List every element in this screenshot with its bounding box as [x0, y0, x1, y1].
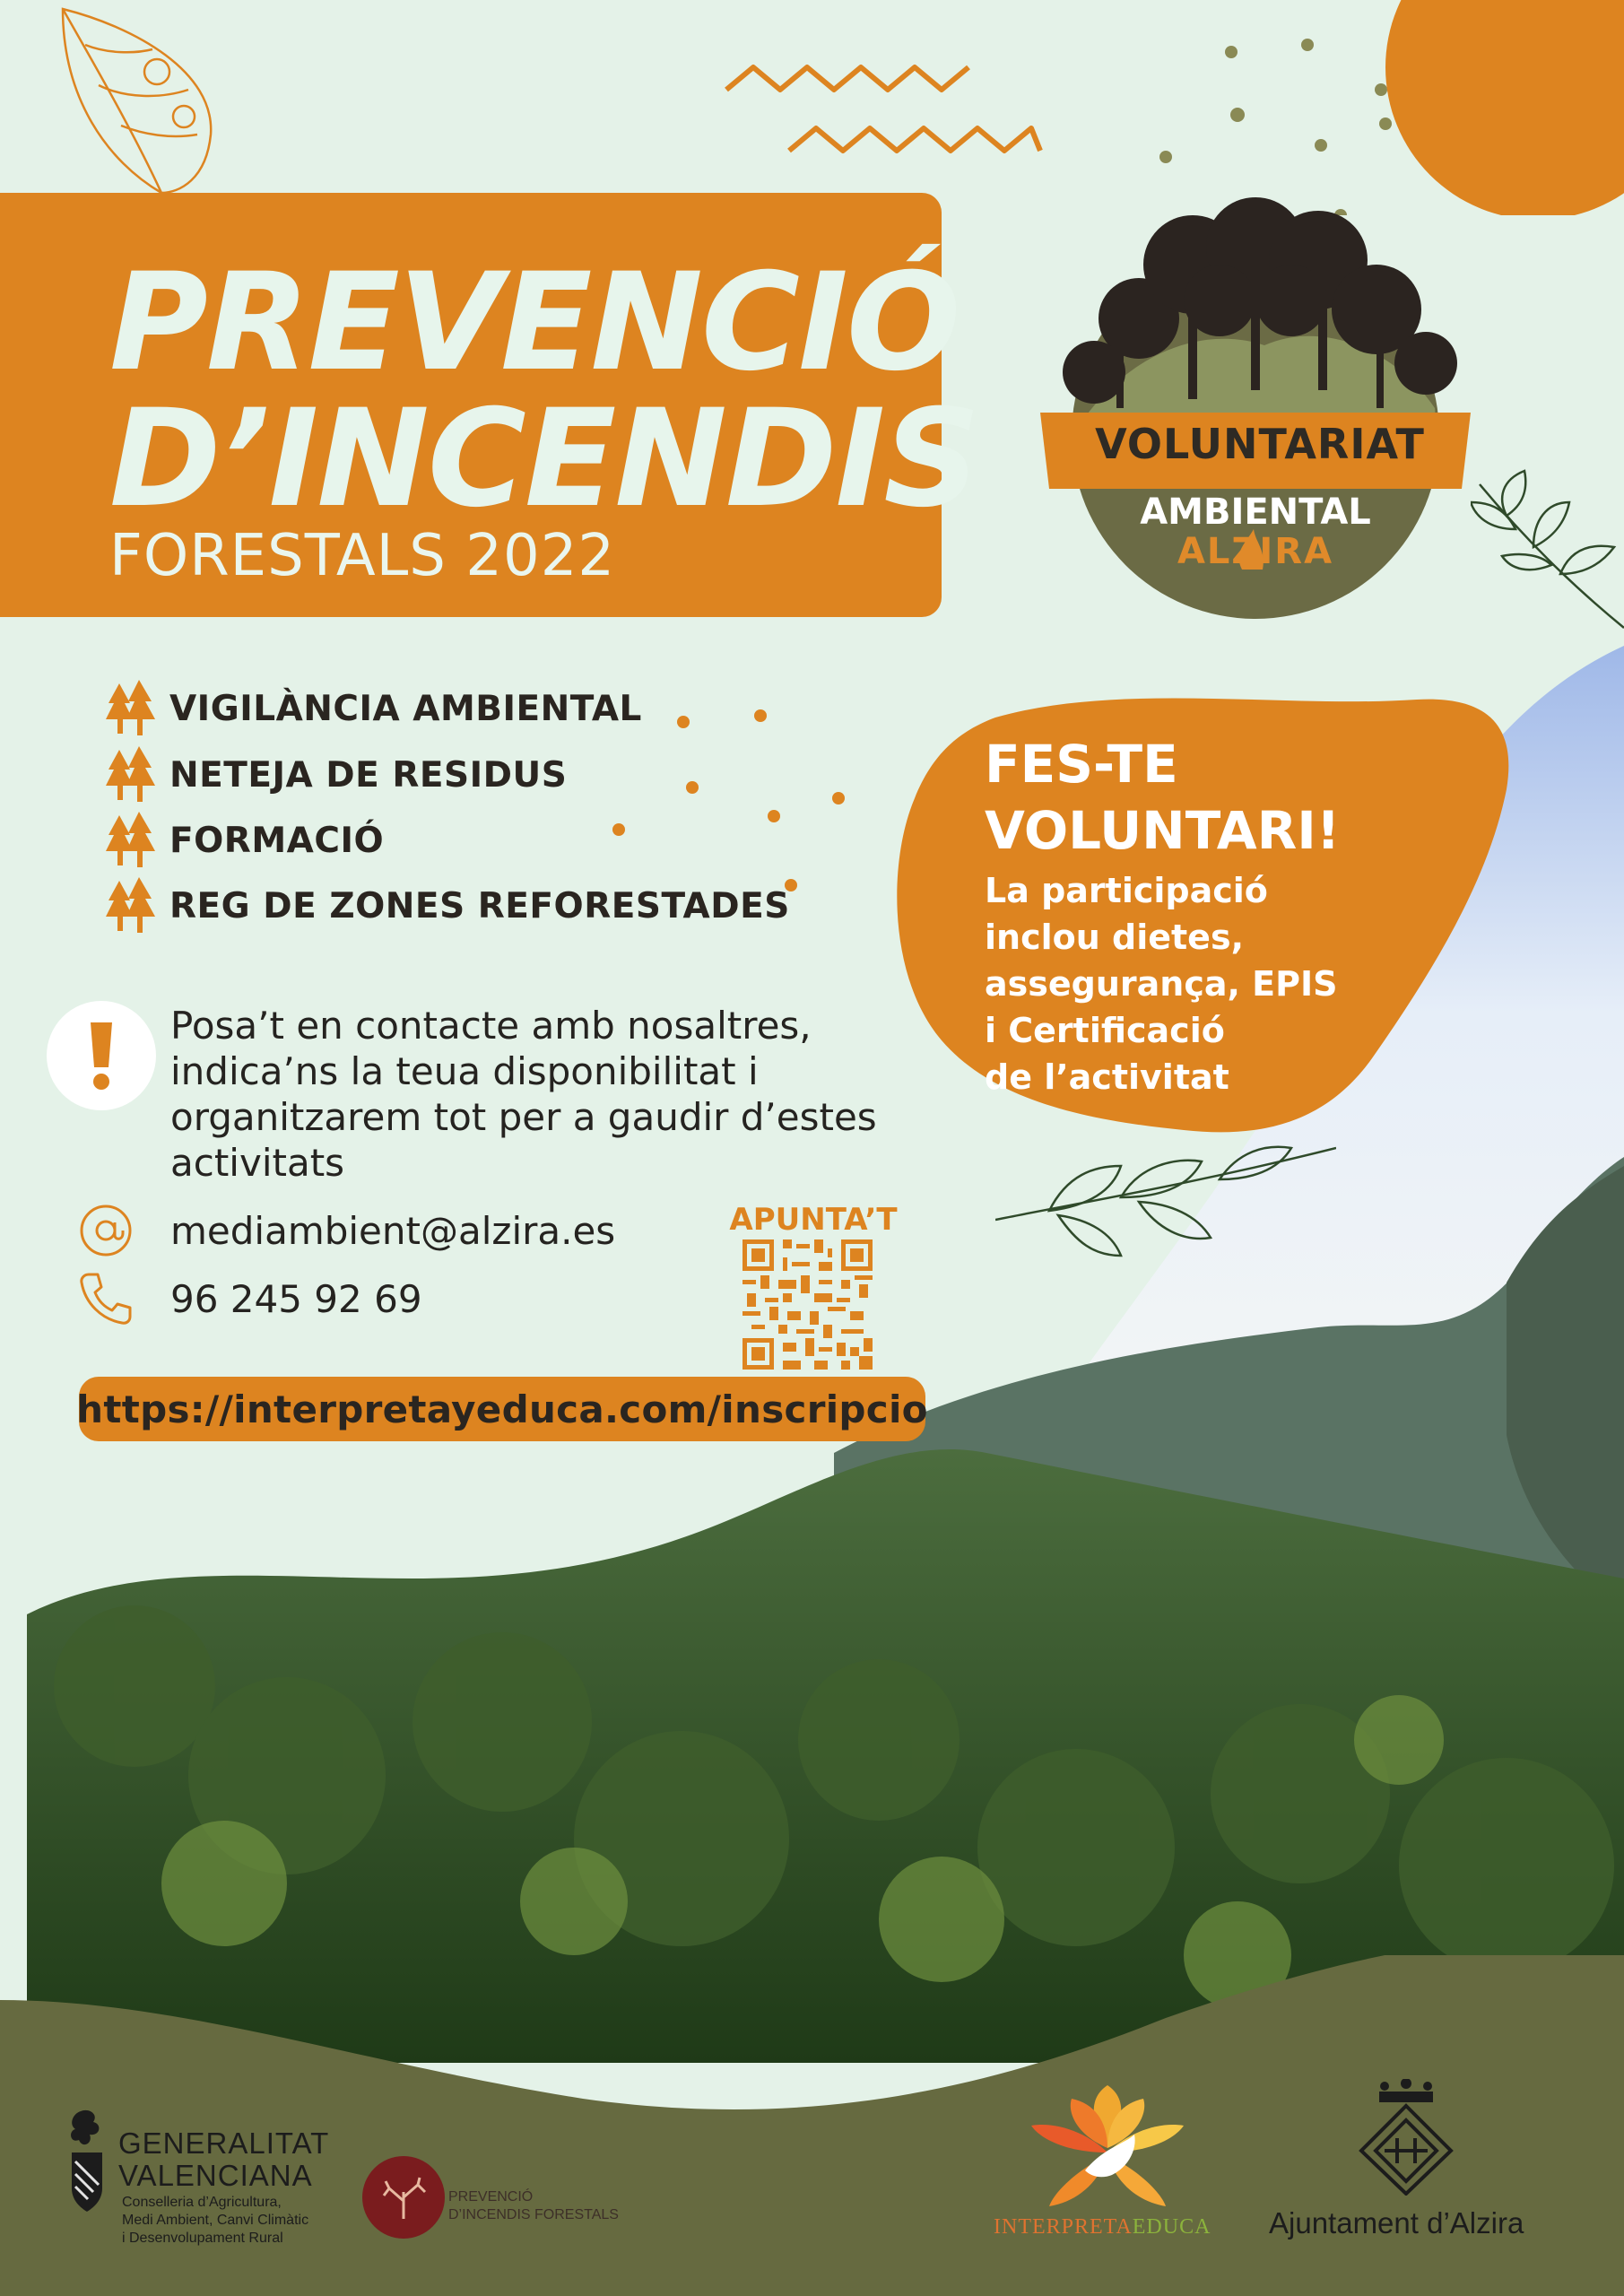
corner-circle: [1385, 0, 1624, 215]
interpreta-educa-text: [994, 2215, 1211, 2239]
contact-message-line: Posa’t en contacte amb nosaltres,: [170, 1004, 812, 1048]
generalitat-name: [118, 2127, 329, 2192]
fire-prevention-text: [448, 2188, 619, 2224]
fire-prevention-logo-icon: [362, 2156, 445, 2239]
badge-line-1: AMBIENTAL: [1140, 491, 1371, 533]
pine-trees-icon: [103, 680, 157, 737]
olive-branch-mid-icon: [995, 1139, 1336, 1283]
volunteer-heading-2: VOLUNTARI!: [985, 800, 1341, 861]
activity-item: [103, 744, 567, 806]
interpreta-word: INTERPRETA: [994, 2215, 1133, 2239]
generalitat-line: GENERALITAT: [118, 2126, 330, 2160]
fire-prevention-line: D’INCENDIS FORESTALS: [448, 2207, 619, 2222]
educa-word: EDUCA: [1132, 2215, 1211, 2239]
registration-url[interactable]: https://interpretayeduca.com/inscripcio: [76, 1387, 928, 1431]
at-sign-icon: [76, 1201, 135, 1260]
contact-message: [170, 1003, 942, 1186]
qr-label: APUNTA’T: [729, 1202, 898, 1238]
zigzag-2: [789, 128, 1040, 151]
interpreta-educa-logo-icon: [1022, 2085, 1193, 2211]
volunteer-body-line: de l’activitat: [985, 1057, 1229, 1097]
contact-message-line: activitats: [170, 1141, 345, 1185]
leaf-outline-icon: [63, 9, 211, 193]
phone-number[interactable]: 96 245 92 69: [170, 1276, 422, 1321]
contact-message-line: indica’ns la teua disponibilitat i: [170, 1049, 759, 1093]
volunteer-body-line: i Certificació: [985, 1011, 1225, 1050]
badge-ribbon-text: VOLUNTARIAT: [1095, 420, 1425, 468]
conselleria-line: Medi Ambient, Canvi Climàtic: [122, 2213, 309, 2228]
activity-item: [103, 677, 642, 740]
activity-label: REG DE ZONES REFORESTADES: [169, 885, 790, 926]
volunteer-body-line: assegurança, EPIS: [985, 964, 1338, 1004]
ajuntament-name: Ajuntament d’Alzira: [1269, 2206, 1524, 2239]
activity-item: [103, 809, 384, 872]
phone-row: [76, 1270, 422, 1327]
generalitat-line: VALENCIANA: [118, 2159, 313, 2192]
qr-code-icon[interactable]: [743, 1239, 873, 1370]
alert-icon: [47, 1001, 156, 1110]
zigzag-1: [726, 67, 968, 90]
fire-prevention-line: PREVENCIÓ: [448, 2189, 534, 2205]
contact-message-line: organitzarem tot per a gaudir d’estes: [170, 1095, 877, 1139]
title-line-1: PREVENCIÓ: [109, 245, 960, 401]
pine-trees-icon: [103, 812, 157, 869]
badge-line-2: ALZIRA: [1177, 531, 1334, 572]
activity-item: [103, 874, 790, 937]
activity-label: VIGILÀNCIA AMBIENTAL: [169, 688, 642, 729]
conselleria-line: Conselleria d’Agricultura,: [122, 2195, 282, 2210]
registration-url-pill[interactable]: [76, 1377, 928, 1441]
activity-label: FORMACIÓ: [169, 820, 385, 861]
olive-branch-top-icon: [1471, 466, 1624, 646]
conselleria-line: i Desenvolupament Rural: [122, 2231, 283, 2246]
decor-top: [0, 0, 1624, 215]
generalitat-logo-icon: [63, 2108, 109, 2215]
phone-icon: [76, 1269, 135, 1328]
volunteer-heading-1: FES-TE: [985, 734, 1178, 795]
title-line-3: FORESTALS 2022: [109, 523, 616, 589]
pine-trees-icon: [103, 746, 157, 804]
conselleria-text: [122, 2194, 337, 2248]
title-line-2: D’INCENDIS: [109, 381, 979, 537]
volunteer-callout: [985, 731, 1487, 1100]
email-row: [76, 1202, 615, 1259]
pine-trees-icon: [103, 877, 157, 935]
ajuntament-crest-icon: [1352, 2079, 1460, 2196]
activity-label: NETEJA DE RESIDUS: [169, 754, 568, 796]
email-link[interactable]: mediambient@alzira.es: [170, 1208, 616, 1253]
volunteer-body-line: inclou dietes,: [985, 918, 1245, 957]
volunteer-body-line: La participació: [985, 871, 1268, 910]
